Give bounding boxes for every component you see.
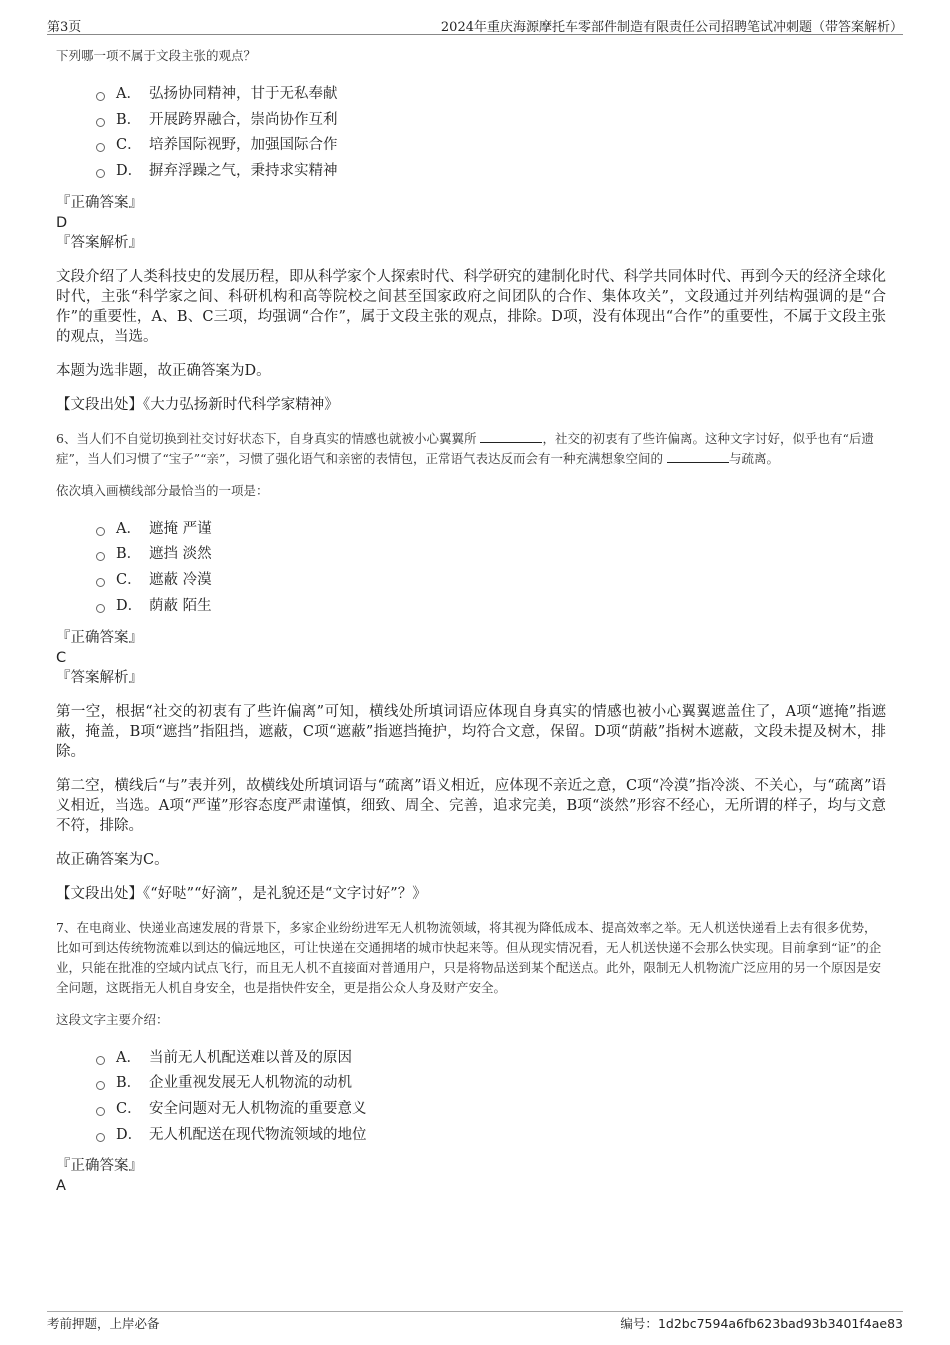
q7-option-d[interactable]: D． 无人机配送在现代物流领域的地位 [56,1123,886,1149]
q7-question: 7、在电商业、快递业高速发展的背景下，多家企业纷纷进军无人机物流领域，将其视为降低成本、提高效率之举。无人机送快递看上去有很多优势，比如可到达传统物流难以到达的偏远地区，可让快递在交通拥堵的城市快起来等。但从现实情况看，无人机送快递不会那么快实现。目前拿到“证”的企业，只能在批准的空域内试点飞行，而且无人机不直接面对普通用户，只是将物品送到某个配送点。此外，限制无人机物流广泛应用的另一个原因是安全问题，这既指无人机自身安全，也是指快件安全，更是指公众人身及财产安全。 [56,919,882,995]
radio-icon[interactable] [96,552,105,561]
q5-answer: D [56,214,68,231]
q6-analysis-conclusion: 故正确答案为C。 [56,851,169,868]
radio-icon[interactable] [96,143,105,152]
document-title: 2024年重庆海源摩托车零部件制造有限责任公司招聘笔试冲刺题（带答案解析） [440,20,903,35]
q5-analysis-paragraph: 文段介绍了人类科技史的发展历程，即从科学家个人探索时代、科学研究的建制化时代、科学共同体时代、再到今天的经济全球化时代，主张“科学家之间、科研机构和高等院校之间甚至国家政府之间团队的合作、集体攻关”，文段通过并列结构强调的是“合作”的重要性，A、B、C三项，均强调“合作”，属于文段主张的观点，排除。D项，没有体现出“合作”的重要性，不属于文段主张的观点，当选。 [56,268,886,345]
radio-icon[interactable] [96,1081,105,1090]
q6-prompt: 依次填入画横线部分最恰当的一项是： [56,482,269,498]
radio-icon[interactable] [96,118,105,127]
q6-analysis-label: 『答案解析』 [56,669,143,686]
q6-answer-label: 『正确答案』 [56,629,143,646]
q6-option-a[interactable]: A． 遮掩 严谨 [56,517,886,543]
q7-option-a[interactable]: A． 当前无人机配送难以普及的原因 [56,1046,886,1072]
radio-icon[interactable] [96,578,105,587]
q6-answer: C [56,649,67,666]
q7-answer: A [56,1178,66,1195]
q5-options [56,82,886,185]
q5-option-b[interactable]: B． 开展跨界融合，崇尚协作互利 [56,108,886,134]
q5-option-d[interactable]: D． 摒弃浮躁之气，秉持求实精神 [56,159,886,185]
radio-icon[interactable] [96,604,105,613]
q6-analysis-second-blank: 第二空，横线后“与”表并列，故横线处所填词语与“疏离”语义相近，应体现不亲近之意，C项“冷漠”指冷淡、不关心，与“疏离”语义相近，当选。A项“严谨”形容态度严肃谨慎，细致、周全、完善，追求完美，B项“淡然”形容不经心，无所谓的样子，均与文意不符，排除。 [56,777,886,834]
fill-blank [667,450,729,463]
page-number: 第3页 [47,20,82,35]
q7-option-c[interactable]: C． 安全问题对无人机物流的重要意义 [56,1097,886,1123]
fill-blank [480,430,542,443]
q6-option-c[interactable]: C． 遮蔽 冷漠 [56,568,886,594]
q6-option-d[interactable]: D． 荫蔽 陌生 [56,594,886,620]
radio-icon[interactable] [96,1107,105,1116]
q6-analysis-first-blank: 第一空，根据“社交的初衷有了些许偏离”可知，横线处所填词语应体现自身真实的情感也被小心翼翼遮盖住了，A项“遮掩”指遮蔽，掩盖，B项“遮挡”指阻挡，遮蔽，C项“遮蔽”指遮挡掩护，均符合文意，保留。D项“荫蔽”指树木遮蔽，文段未提及树木，排除。 [56,703,886,760]
q7-answer-label: 『正确答案』 [56,1158,143,1175]
radio-icon[interactable] [96,527,105,536]
document-body [56,42,886,1196]
q7-option-b[interactable]: B． 企业重视发展无人机物流的动机 [56,1071,886,1097]
q6-question: 6、当人们不自觉切换到社交讨好状态下，自身真实的情感也就被小心翼翼所 ，社交的初衷有了些许偏离。这种文字讨好，似乎也有“后遗症”，当人们习惯了“宝子”“亲”，习惯了强化语气和亲密的表情包，正常语气表达反而会有一种充满想象空间的 与疏离。 [56,430,874,466]
q5-analysis-label: 『答案解析』 [56,234,143,251]
q5-option-c[interactable]: C． 培养国际视野，加强国际合作 [56,133,886,159]
q5-source: 【文段出处】《大力弘扬新时代科学家精神》 [56,396,339,413]
radio-icon[interactable] [96,92,105,101]
q5-option-a[interactable]: A． 弘扬协同精神，甘于无私奉献 [56,82,886,108]
q5-answer-label: 『正确答案』 [56,194,143,211]
footer-divider [47,1311,903,1312]
page-header [47,14,903,35]
document-code: 编号：1d2bc7594a6fb623bad93b3401f4ae83 [620,1316,903,1331]
q5-prompt: 下列哪一项不属于文段主张的观点？ [56,48,257,63]
q5-analysis-conclusion: 本题为选非题，故正确答案为D。 [56,362,271,379]
page-footer [47,1314,903,1332]
q6-options [56,517,886,620]
q6-source: 【文段出处】《“好哒”“好滴”，是礼貌还是“文字讨好”？》 [56,885,427,902]
footer-slogan: 考前押题，上岸必备 [47,1316,160,1331]
radio-icon[interactable] [96,1056,105,1065]
q7-options [56,1046,886,1149]
radio-icon[interactable] [96,1133,105,1142]
radio-icon[interactable] [96,169,105,178]
q7-prompt: 这段文字主要介绍： [56,1011,169,1027]
q6-option-b[interactable]: B． 遮挡 淡然 [56,542,886,568]
